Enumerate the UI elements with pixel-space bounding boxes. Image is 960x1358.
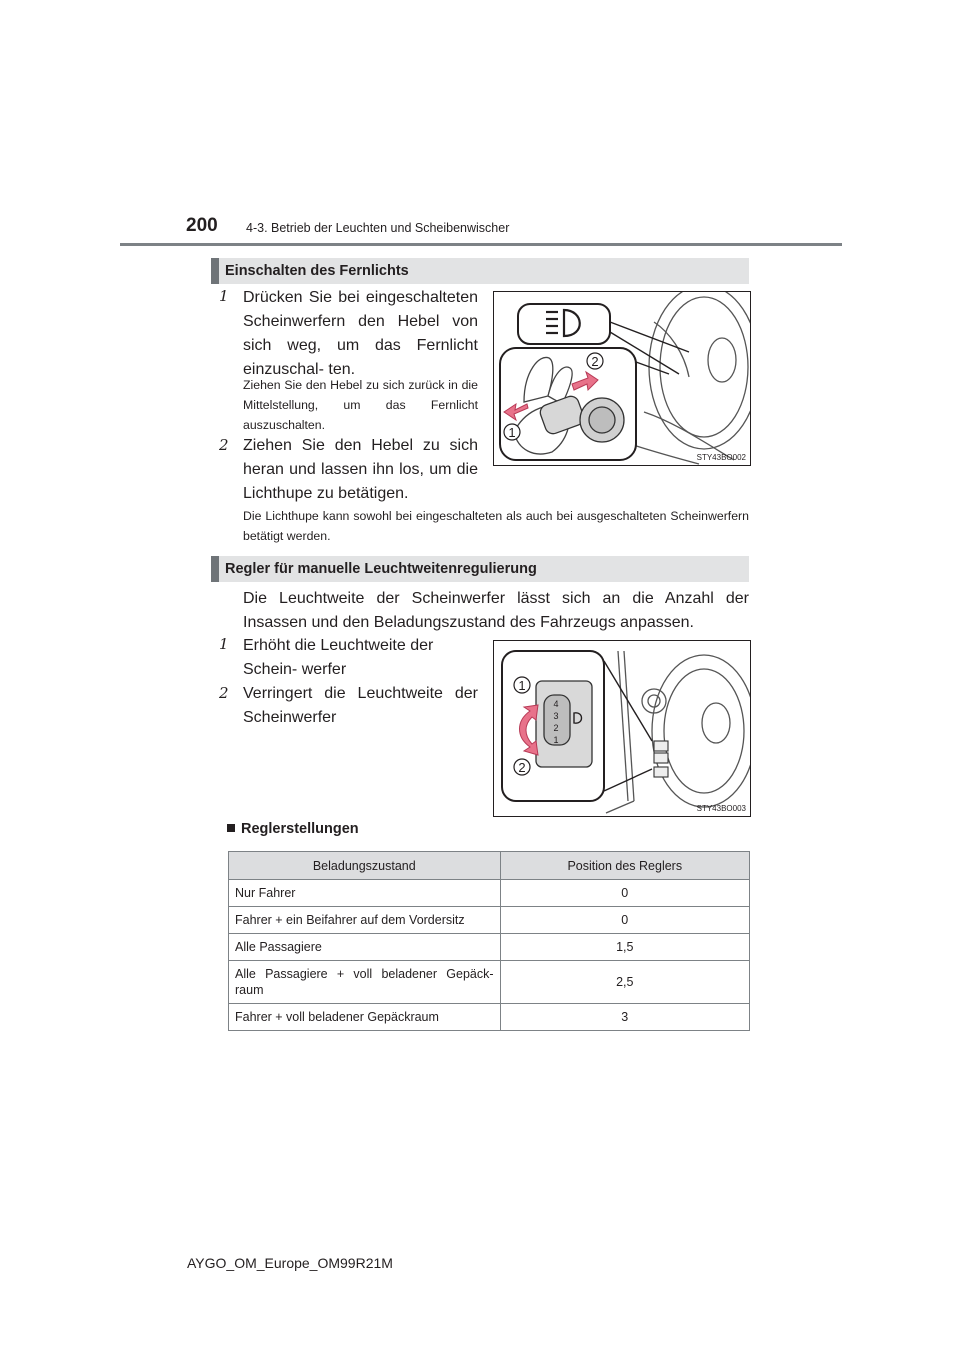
- table-row: [229, 880, 750, 907]
- figure2-code: STY43BO003: [696, 804, 746, 813]
- table-cell-load: Alle Passagiere: [229, 934, 501, 961]
- square-bullet-icon: [227, 824, 235, 832]
- dial-mark-4: 4: [553, 699, 559, 709]
- step-1-text: Drücken Sie bei eingeschalteten Scheinwerfern den Hebel von sich weg, um das Fernlicht einzuschal- ten.: [243, 289, 478, 378]
- leveling-step-1-text: Erhöht die Leuchtweite der Schein- werfer: [243, 637, 434, 678]
- figure1-label-1: 1: [508, 425, 516, 440]
- settings-heading-text: Reglerstellungen: [241, 821, 359, 837]
- table-cell-position: 0: [500, 880, 749, 907]
- figure1-code: STY43BO002: [696, 453, 746, 462]
- table-cell-load: Alle Passagiere + voll beladener Gepäck- raum: [229, 961, 501, 1004]
- table-cell-position: 2,5: [500, 961, 749, 1004]
- table-row: [229, 1004, 750, 1031]
- leveling-number-2: 2: [219, 684, 229, 702]
- settings-table: [228, 851, 750, 1031]
- section-bar-high-beam: [211, 258, 749, 284]
- table-header-position: Position des Reglers: [500, 852, 749, 880]
- table-row: [229, 934, 750, 961]
- section-header: 4-3. Betrieb der Leuchten und Scheibenwischer: [246, 221, 510, 235]
- table-cell-position: 3: [500, 1004, 749, 1031]
- table-cell-position: 1,5: [500, 934, 749, 961]
- document-id: AYGO_OM_Europe_OM99R21M: [187, 1255, 393, 1271]
- step-1-note: Ziehen Sie den Hebel zu sich zurück in die Mittelstellung, um das Fernlicht auszuschalten.: [243, 378, 478, 432]
- leveling-intro: Die Leuchtweite der Scheinwerfer lässt sich an die Anzahl der Insassen und den Beladungszustand des Fahrzeugs anpassen.: [243, 590, 749, 631]
- table-cell-load: Fahrer + voll beladener Gepäckraum: [229, 1004, 501, 1031]
- settings-heading: [227, 821, 359, 837]
- figure1-label-2: 2: [591, 354, 599, 369]
- flash-note: Die Lichthupe kann sowohl bei eingeschalteten als auch bei ausgeschalteten Scheinwerfern betätigt werden.: [243, 509, 749, 543]
- dial-mark-3: 3: [553, 711, 559, 721]
- section-title-leveling: Regler für manuelle Leuchtweitenregulierung: [225, 561, 537, 577]
- table-row: [229, 907, 750, 934]
- figure-leveling-dial: [493, 640, 751, 817]
- table-header-load: Beladungszustand: [229, 852, 501, 880]
- step-2-text: Ziehen Sie den Hebel zu sich heran und lassen ihn los, um die Lichthupe zu betätigen.: [243, 437, 478, 502]
- table-cell-load: Nur Fahrer: [229, 880, 501, 907]
- figure2-label-1: 1: [518, 678, 526, 693]
- table-cell-position: 0: [500, 907, 749, 934]
- table-row: [229, 961, 750, 1004]
- dial-mark-2: 2: [553, 723, 559, 733]
- leveling-step-2-text: Verringert die Leuchtweite der Scheinwerfer: [243, 685, 478, 726]
- step-number-1: 1: [219, 287, 229, 305]
- figure2-label-2: 2: [518, 760, 526, 775]
- section-title-high-beam: Einschalten des Fernlichts: [225, 263, 409, 279]
- leveling-number-1: 1: [219, 635, 229, 653]
- page-number: 200: [186, 215, 218, 236]
- section-bar-leveling: [211, 556, 749, 582]
- dial-mark-1: 1: [553, 735, 559, 745]
- header-divider: [120, 243, 842, 246]
- step-number-2: 2: [219, 436, 229, 454]
- table-cell-load: Fahrer + ein Beifahrer auf dem Vordersitz: [229, 907, 501, 934]
- table-header-row: [229, 852, 750, 880]
- figure-high-beam-lever: [493, 291, 751, 466]
